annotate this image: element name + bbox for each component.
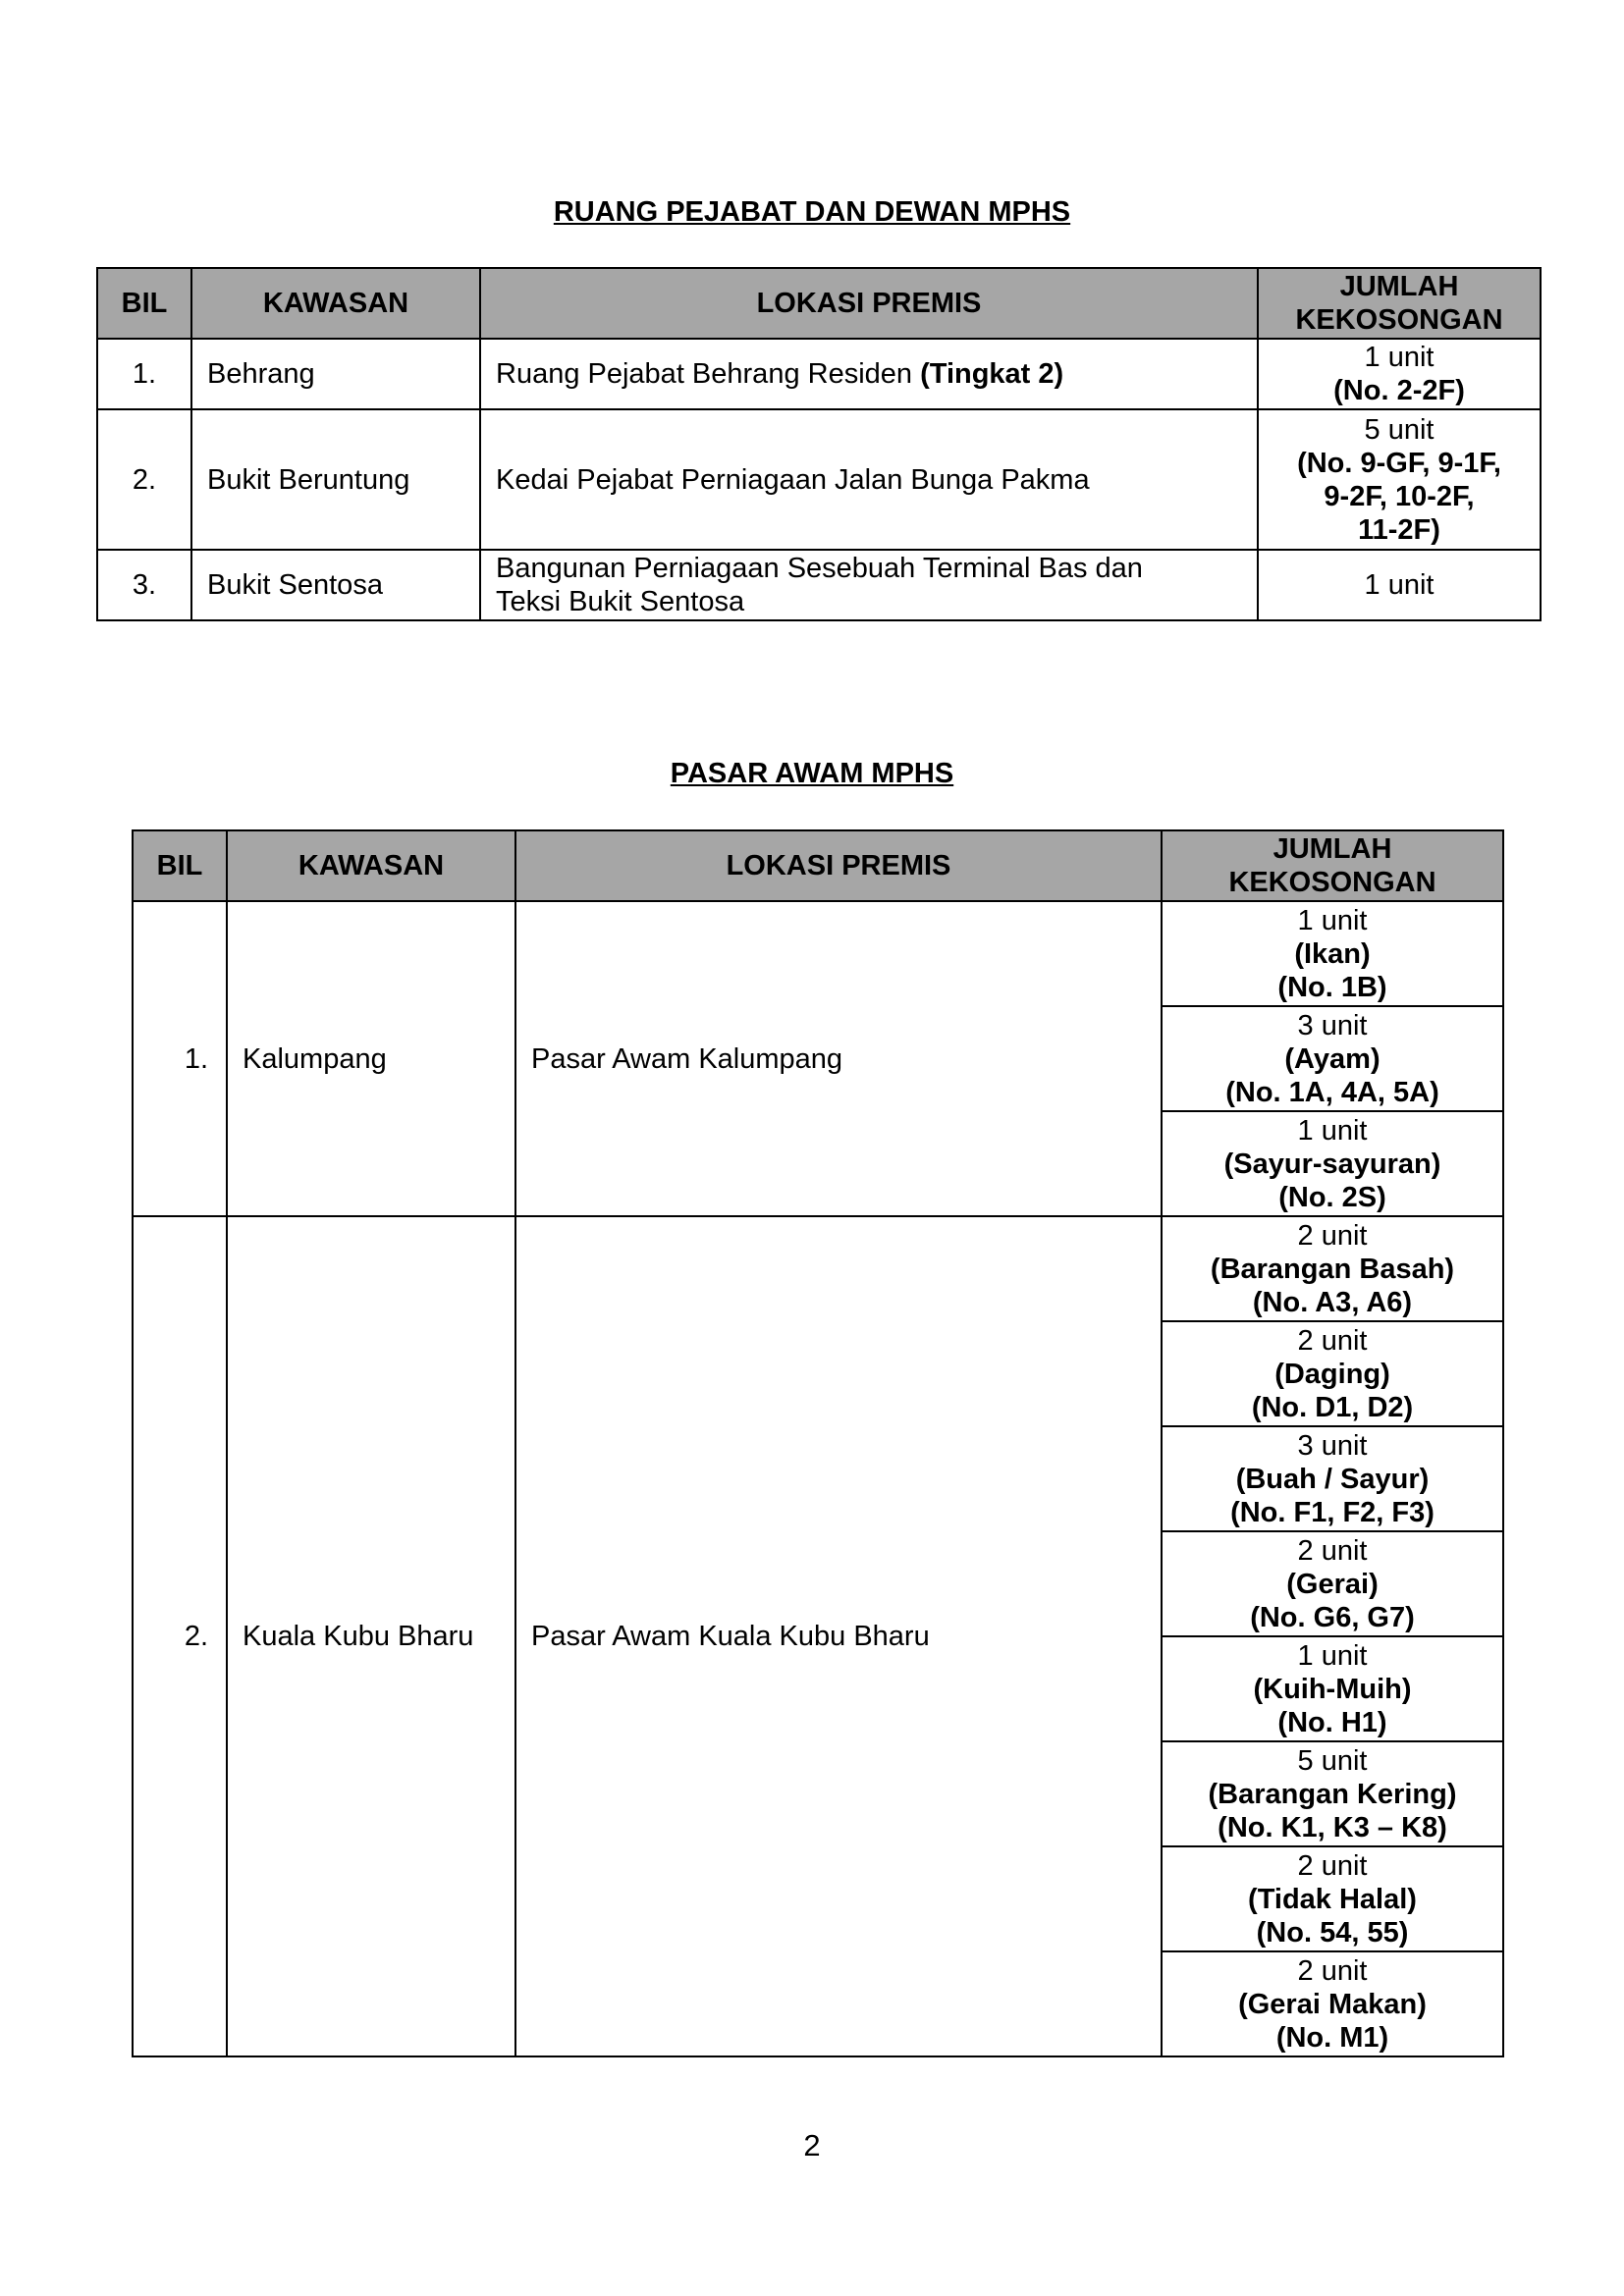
table-row [97,409,1541,550]
unit-cell: 1 unit (Kuih-Muih) (No. H1) [1162,1636,1503,1741]
header-kawasan: KAWASAN [191,268,480,339]
table-row [97,339,1541,409]
row-kawasan: Behrang [191,339,480,409]
row-bil: 2. [97,409,191,550]
table-row [97,550,1541,620]
row-lokasi: Pasar Awam Kuala Kubu Bharu [515,1216,1162,2056]
unit-cell: 2 unit (Tidak Halal) (No. 54, 55) [1162,1846,1503,1951]
row-kawasan: Bukit Beruntung [191,409,480,550]
table-header-row [97,268,1541,339]
page-number: 2 [803,2128,821,2163]
row-kawasan: Kalumpang [227,901,515,1216]
row-jumlah: 1 unit [1258,550,1541,620]
header-lokasi: LOKASI PREMIS [515,830,1162,901]
row-lokasi: Pasar Awam Kalumpang [515,901,1162,1216]
table-header-row [133,830,1503,901]
header-lokasi: LOKASI PREMIS [480,268,1258,339]
row-lokasi: Kedai Pejabat Perniagaan Jalan Bunga Pakma [480,409,1258,550]
unit-cell: 2 unit (Gerai) (No. G6, G7) [1162,1531,1503,1636]
unit-cell: 1 unit (Ikan) (No. 1B) [1162,901,1503,1006]
header-jumlah: JUMLAH KEKOSONGAN [1258,268,1541,339]
row-kawasan: Bukit Sentosa [191,550,480,620]
section-title-ruang-pejabat: RUANG PEJABAT DAN DEWAN MPHS [553,196,1071,228]
row-bil: 1. [133,901,227,1216]
row-bil: 3. [97,550,191,620]
unit-cell: 5 unit (Barangan Kering) (No. K1, K3 – K8) [1162,1741,1503,1846]
row-kawasan: Kuala Kubu Bharu [227,1216,515,2056]
table-row [133,901,1503,1006]
row-bil: 1. [97,339,191,409]
unit-cell: 2 unit (Gerai Makan) (No. M1) [1162,1951,1503,2056]
header-bil: BIL [133,830,227,901]
header-jumlah: JUMLAH KEKOSONGAN [1162,830,1503,901]
row-bil: 2. [133,1216,227,2056]
unit-cell: 3 unit (Ayam) (No. 1A, 4A, 5A) [1162,1006,1503,1111]
row-lokasi: Ruang Pejabat Behrang Residen (Tingkat 2) [480,339,1258,409]
unit-cell: 2 unit (Daging) (No. D1, D2) [1162,1321,1503,1426]
unit-cell: 1 unit (Sayur-sayuran) (No. 2S) [1162,1111,1503,1216]
row-jumlah: 5 unit (No. 9-GF, 9-1F, 9-2F, 10-2F, 11-2F) [1258,409,1541,550]
office-space-table [96,267,1542,621]
row-lokasi: Bangunan Perniagaan Sesebuah Terminal Bas dan Teksi Bukit Sentosa [480,550,1258,620]
section-title-pasar-awam: PASAR AWAM MPHS [670,758,954,789]
public-market-table [132,829,1504,2057]
unit-cell: 3 unit (Buah / Sayur) (No. F1, F2, F3) [1162,1426,1503,1531]
row-jumlah: 1 unit (No. 2-2F) [1258,339,1541,409]
table-row [133,1216,1503,1321]
header-bil: BIL [97,268,191,339]
unit-cell: 2 unit (Barangan Basah) (No. A3, A6) [1162,1216,1503,1321]
header-kawasan: KAWASAN [227,830,515,901]
